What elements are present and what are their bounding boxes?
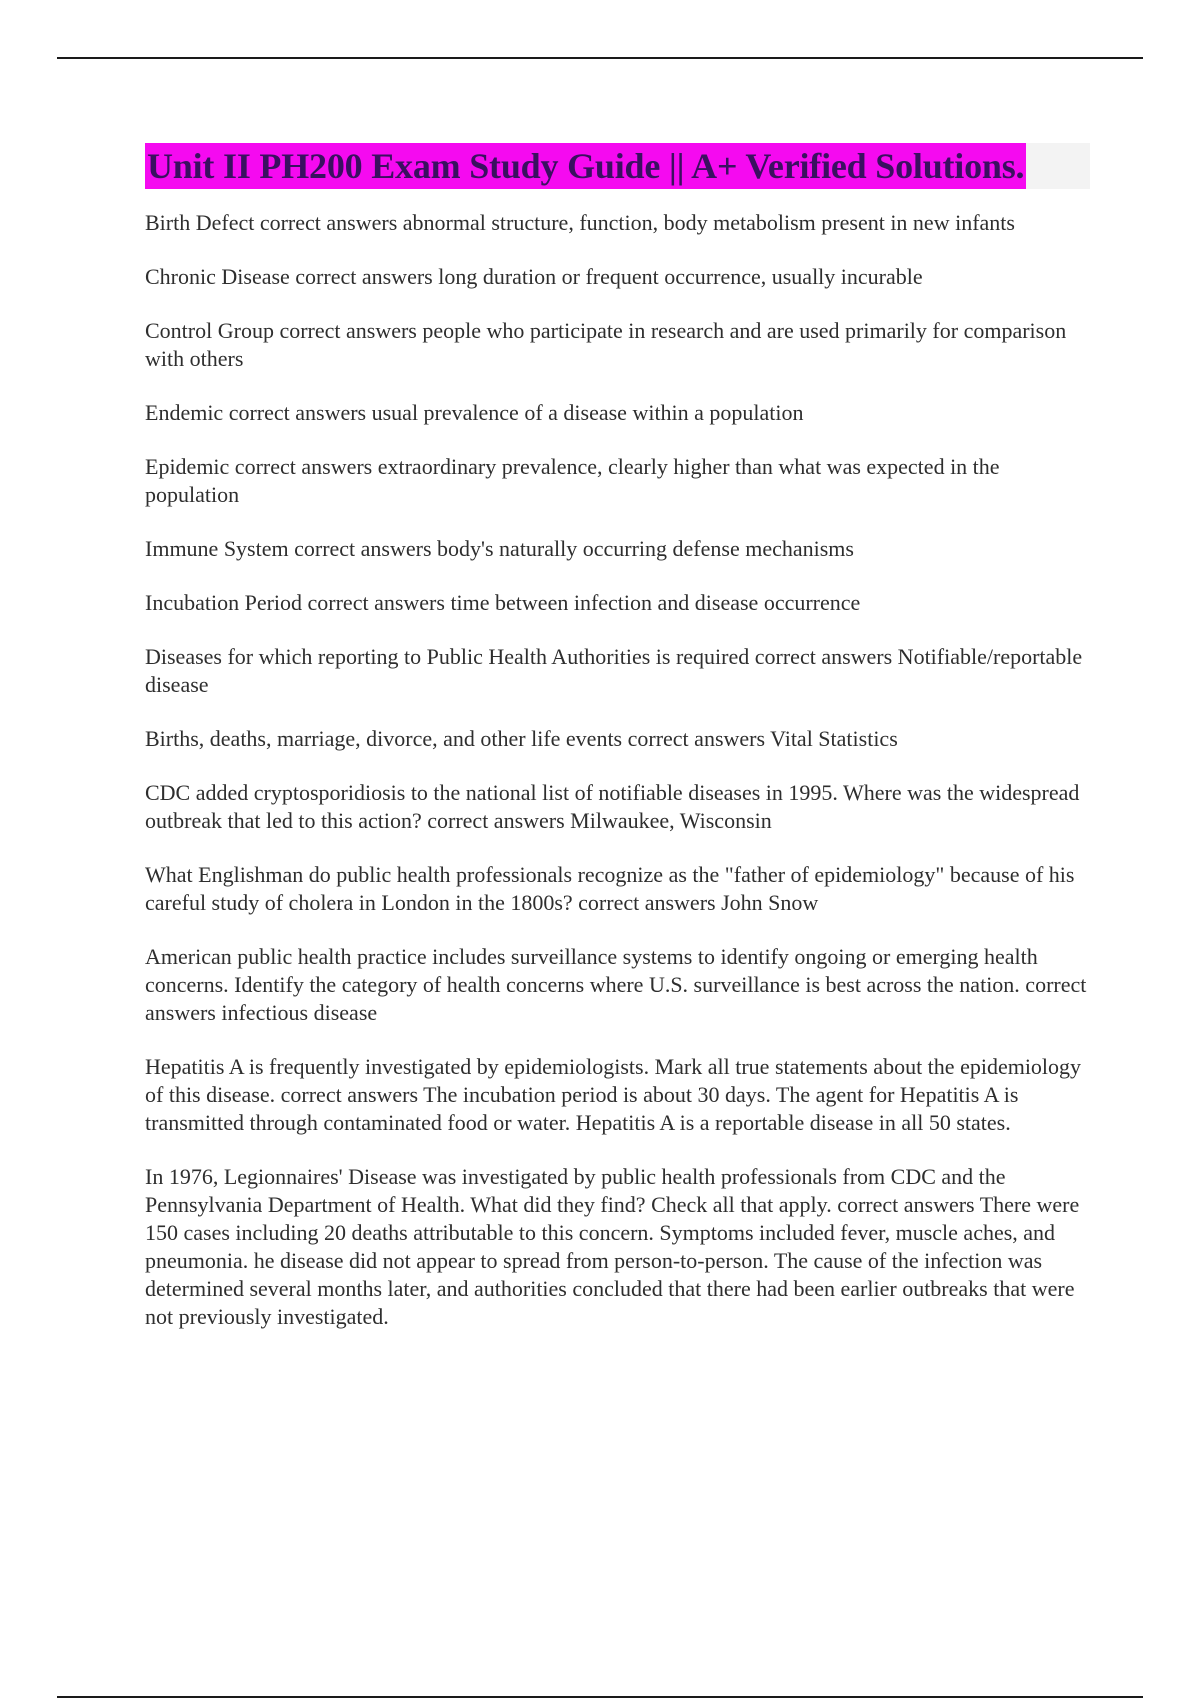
qa-item: Diseases for which reporting to Public Health Authorities is required correct answers Notifiable/reportable disease	[145, 644, 1083, 697]
qa-list	[145, 209, 1090, 1331]
qa-item: American public health practice includes surveillance systems to identify ongoing or emerging health concerns. Identify the category of health concerns where U.S. surveillance is best across the nation. correct answers infectious disease	[145, 944, 1087, 1025]
qa-item: Epidemic correct answers extraordinary prevalence, clearly higher than what was expected in the population	[145, 454, 1000, 507]
qa-item: Endemic correct answers usual prevalence of a disease within a population	[145, 400, 804, 425]
qa-item: Chronic Disease correct answers long duration or frequent occurrence, usually incurable	[145, 264, 923, 289]
qa-item: CDC added cryptosporidiosis to the national list of notifiable diseases in 1995. Where was the widespread outbreak that led to this action? correct answers Milwaukee, Wisconsin	[145, 780, 1080, 833]
qa-item: In 1976, Legionnaires' Disease was investigated by public health professionals from CDC and the Pennsylvania Department of Health. What did they find? Check all that apply. correct answers There were 150 cases including 20 deaths attributable to this concern. Symptoms included fever, muscle aches, and pneumonia. he disease did not appear to spread from person-to-person. The cause of the infection was determined several months later, and authorities concluded that there had been earlier outbreaks that were not previously investigated.	[145, 1164, 1080, 1329]
qa-item: Birth Defect correct answers abnormal structure, function, body metabolism present in new infants	[145, 210, 1015, 235]
document-body	[145, 143, 1090, 1357]
qa-item: Incubation Period correct answers time between infection and disease occurrence	[145, 590, 861, 615]
qa-item: What Englishman do public health professionals recognize as the "father of epidemiology" because of his careful study of cholera in London in the 1800s? correct answers John Snow	[145, 862, 1075, 915]
qa-item: Control Group correct answers people who participate in research and are used primarily for comparison with others	[145, 318, 1067, 371]
top-rule	[57, 57, 1143, 59]
qa-item: Hepatitis A is frequently investigated by epidemiologists. Mark all true statements about the epidemiology of this disease. correct answers The incubation period is about 30 days. The agent for Hepatitis A is transmitted through contaminated food or water. Hepatitis A is a reportable disease in all 50 states.	[145, 1054, 1082, 1135]
qa-item: Births, deaths, marriage, divorce, and other life events correct answers Vital Statistics	[145, 726, 898, 751]
title-bar	[145, 143, 1090, 189]
bottom-rule	[57, 1696, 1143, 1698]
page-title: Unit II PH200 Exam Study Guide || A+ Verified Solutions.	[145, 143, 1026, 189]
qa-item: Immune System correct answers body's naturally occurring defense mechanisms	[145, 536, 854, 561]
